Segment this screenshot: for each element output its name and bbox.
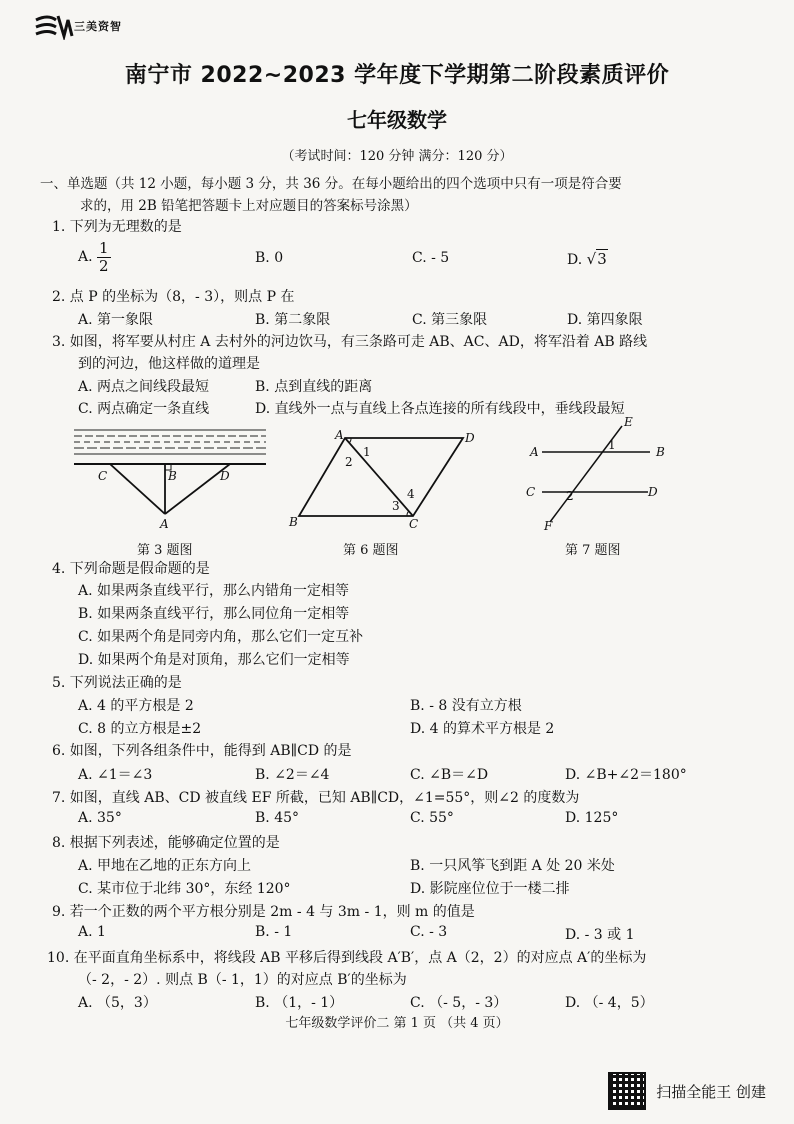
q6-option-c: C. ∠B＝∠D (410, 767, 489, 783)
q3-stem-line2: 到的河边，他这样做的道理是 (78, 356, 260, 372)
q1-option-a-fraction (97, 240, 111, 274)
section-heading-line1: 一、单选题（共 12 小题，每小题 3 分，共 36 分。在每小题给出的四个选项中只有一项是符合要 (40, 176, 622, 192)
q1-option-d-label: D. (567, 252, 583, 268)
figure-7-caption: 第 7 题图 (565, 543, 621, 558)
q2-stem: 2. 点 P 的坐标为（8，- 3），则点 P 在 (52, 289, 295, 305)
figure-3-river-diagram (70, 424, 270, 534)
label-D: D (465, 431, 475, 445)
q3-option-a: A. 两点之间线段最短 (78, 379, 210, 395)
label-A: A (160, 517, 169, 531)
q4-option-b: B. 如果两条直线平行，那么同位角一定相等 (78, 606, 350, 622)
label-B: B (168, 469, 177, 483)
angle-3-label: 3 (392, 499, 400, 513)
q1-option-d-sqrt: √3 (586, 250, 607, 268)
q1-option-a-label: A. (78, 249, 93, 265)
q10-option-c: C. （- 5，- 3） (410, 995, 508, 1011)
q2-option-a: A. 第一象限 (78, 312, 154, 328)
q8-option-b: B. 一只风筝飞到距 A 处 20 米处 (410, 858, 615, 874)
q1-option-a (78, 240, 111, 274)
q7-option-a: A. 35° (78, 810, 122, 826)
q1-option-c: C. - 5 (412, 250, 450, 266)
fraction-numerator: 1 (99, 239, 109, 257)
label-A: A (530, 445, 539, 459)
page-subtitle: 七年级数学 (347, 108, 447, 132)
page-title: 南宁市 2022~2023 学年度下学期第二阶段素质评价 (124, 63, 670, 88)
figure-6-caption: 第 6 题图 (343, 543, 399, 558)
q6-option-a: A. ∠1＝∠3 (78, 767, 153, 783)
figure-6-quadrilateral (285, 428, 485, 532)
q1-option-d (567, 250, 608, 268)
scanner-text: 扫描全能王 创建 (656, 1082, 766, 1101)
q10-stem-line1: 10. 在平面直角坐标系中，将线段 AB 平移后得到线段 A′B′，点 A（2，2）的对应点 A′的坐标为 (47, 950, 647, 966)
q3-stem-line1: 3. 如图，将军要从村庄 A 去村外的河边饮马，有三条路可走 AB、AC、AD，将军沿着 AB 路线 (52, 334, 648, 350)
label-A: A (335, 428, 344, 442)
logo-mark-icon (34, 12, 74, 40)
label-B: B (289, 515, 298, 529)
q1-stem: 1. 下列为无理数的是 (52, 219, 182, 235)
q3-option-c: C. 两点确定一条直线 (78, 401, 210, 417)
q7-option-c: C. 55° (410, 810, 454, 826)
label-D: D (220, 469, 230, 483)
label-C: C (409, 517, 419, 531)
q10-option-d: D. （- 4，5） (565, 995, 654, 1011)
q5-stem: 5. 下列说法正确的是 (52, 675, 182, 691)
q3-option-b: B. 点到直线的距离 (255, 379, 373, 395)
q4-stem: 4. 下列命题是假命题的是 (52, 561, 210, 577)
q9-option-d: D. - 3 或 1 (565, 927, 635, 943)
sqrt-radicand: 3 (597, 250, 607, 268)
q7-option-b: B. 45° (255, 810, 300, 826)
q10-option-a: A. （5，3） (78, 995, 157, 1011)
q8-option-a: A. 甲地在乙地的正东方向上 (78, 858, 252, 874)
q7-option-d: D. 125° (565, 810, 619, 826)
q8-option-d: D. 影院座位位于一楼二排 (410, 881, 570, 897)
angle-1-label: 1 (608, 438, 616, 452)
q4-option-d: D. 如果两个角是对顶角，那么它们一定相等 (78, 652, 350, 668)
angle-4-label: 4 (407, 487, 415, 501)
q1-option-b: B. 0 (255, 250, 284, 266)
label-E: E (624, 416, 633, 429)
segment-AC (110, 464, 165, 514)
q5-option-c: C. 8 的立方根是±2 (78, 721, 202, 737)
q4-option-c: C. 如果两个角是同旁内角，那么它们一定互补 (78, 629, 364, 645)
exam-info: （考试时间：120 分钟 满分：120 分） (281, 149, 513, 164)
label-F: F (544, 519, 553, 533)
label-C: C (526, 485, 536, 499)
angle-2-label: 2 (345, 455, 353, 469)
page-footer: 七年级数学评价二 第 1 页 （共 4 页） (285, 1016, 509, 1031)
figure-3-caption: 第 3 题图 (137, 543, 193, 558)
section-heading-line2: 求的，用 2B 铅笔把答题卡上对应题目的答案标号涂黑） (80, 198, 418, 214)
q9-option-c: C. - 3 (410, 924, 448, 940)
angle-2-label: 2 (566, 489, 574, 503)
q9-option-a: A. 1 (78, 924, 106, 940)
q2-option-d: D. 第四象限 (567, 312, 643, 328)
q6-stem: 6. 如图，下列各组条件中，能得到 AB∥CD 的是 (52, 743, 352, 759)
figure-7-parallel-lines (520, 416, 680, 536)
q10-option-b: B. （1，- 1） (255, 995, 344, 1011)
q6-option-b: B. ∠2＝∠4 (255, 767, 330, 783)
logo-text: 三美资智 (74, 20, 122, 33)
q8-option-c: C. 某市位于北纬 30°，东经 120° (78, 881, 291, 897)
q2-option-c: C. 第三象限 (412, 312, 488, 328)
q7-stem: 7. 如图，直线 AB、CD 被直线 EF 所截，已知 AB∥CD，∠1=55°，则∠2 的度数为 (52, 790, 580, 806)
q6-option-d: D. ∠B+∠2＝180° (565, 767, 687, 783)
q10-stem-line2: （- 2，- 2）. 则点 B（- 1，1）的对应点 B′的坐标为 (78, 972, 407, 988)
q9-stem: 9. 若一个正数的两个平方根分别是 2m - 4 与 3m - 1，则 m 的值是 (52, 904, 475, 920)
qr-code-icon (608, 1072, 646, 1110)
q4-option-a: A. 如果两条直线平行，那么内错角一定相等 (78, 583, 350, 599)
q3-option-d: D. 直线外一点与直线上各点连接的所有线段中，垂线段最短 (255, 401, 625, 417)
scanner-watermark (608, 1072, 766, 1110)
q8-stem: 8. 根据下列表述，能够确定位置的是 (52, 835, 280, 851)
q5-option-d: D. 4 的算术平方根是 2 (410, 721, 555, 737)
q2-option-b: B. 第二象限 (255, 312, 331, 328)
fraction-denominator: 2 (99, 256, 109, 275)
label-C: C (98, 469, 108, 483)
q5-option-a: A. 4 的平方根是 2 (78, 698, 194, 714)
angle-1-label: 1 (363, 445, 371, 459)
label-D: D (648, 485, 658, 499)
label-B: B (656, 445, 665, 459)
publisher-logo (34, 12, 134, 40)
q9-option-b: B. - 1 (255, 924, 293, 940)
q5-option-b: B. - 8 没有立方根 (410, 698, 522, 714)
quadrilateral-ABCD (299, 438, 463, 516)
diagonal-AC (345, 438, 413, 516)
